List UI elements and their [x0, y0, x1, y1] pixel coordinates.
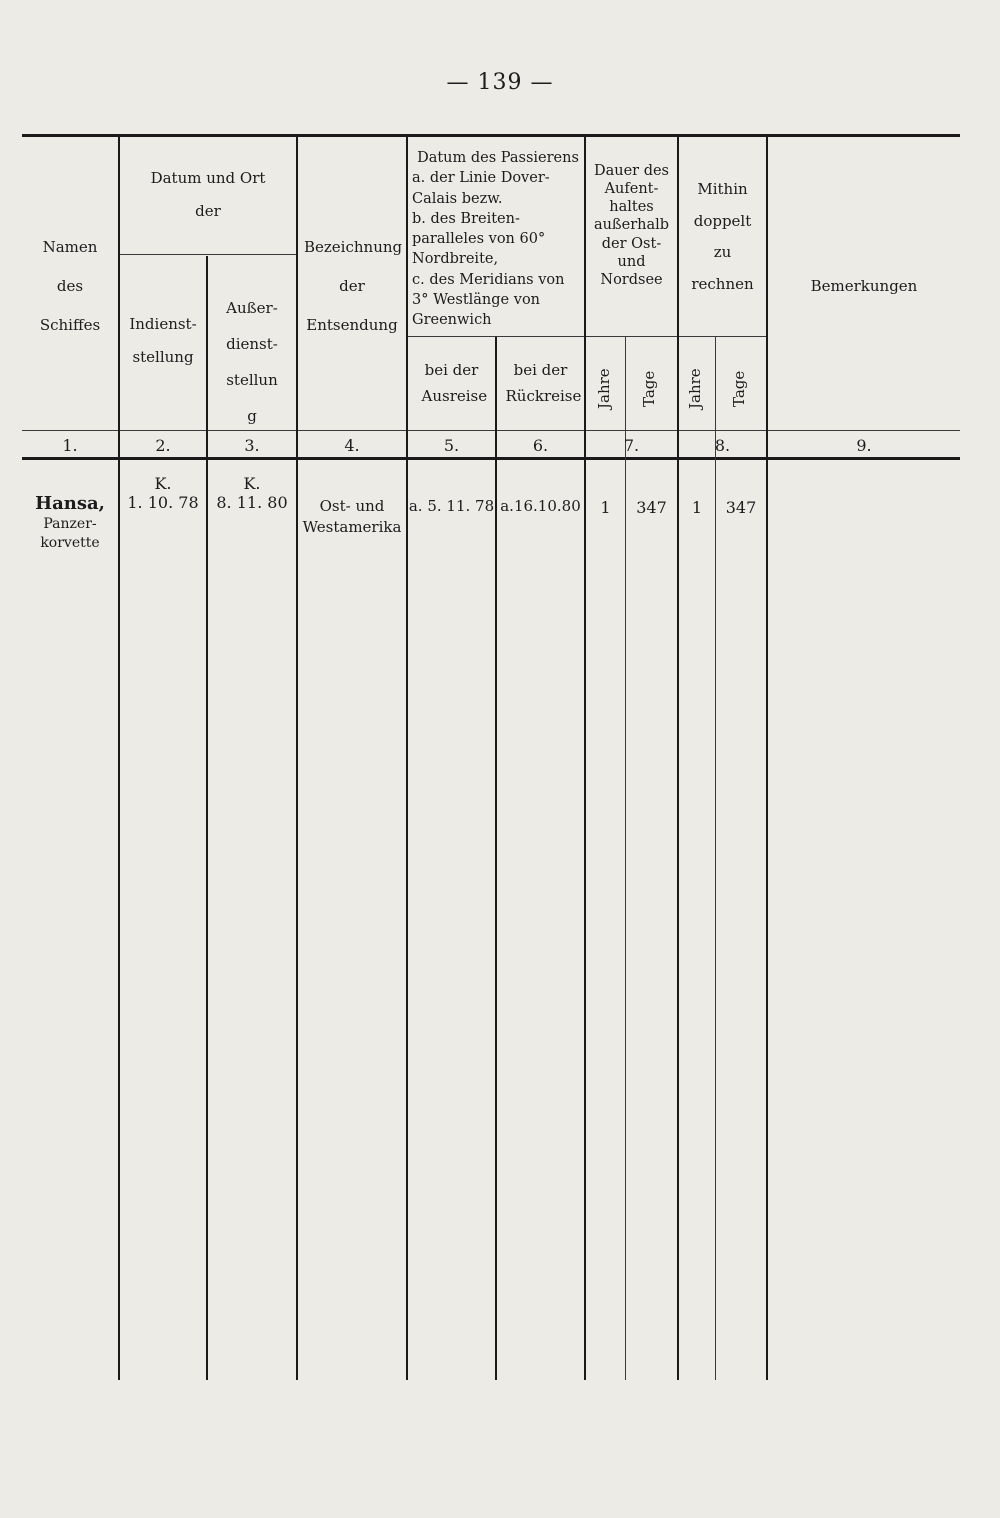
ship-name: Hansa,	[35, 493, 105, 514]
ausreise-cell: a. 5. 11. 78	[408, 497, 495, 515]
indienststellung-date: 1. 10. 78	[127, 493, 199, 513]
header-indienststellung: Indienst-stellung	[129, 315, 197, 366]
col-divider-5	[495, 337, 497, 1380]
column-number-4: 4.	[344, 436, 360, 455]
header-doppelt-jahre: Jahre	[686, 368, 704, 410]
numbers-bottom-rule	[22, 457, 960, 460]
col-divider-8a	[715, 337, 716, 1380]
ausserdienststellung-date: 8. 11. 80	[216, 493, 288, 513]
header-dauer-tage: Tage	[640, 370, 658, 408]
col-divider-4	[406, 137, 408, 1380]
header-datum-des-passierens	[412, 148, 584, 331]
dauer-jahre-cell: 1	[600, 498, 611, 517]
doppelt-tage-cell: 347	[725, 498, 757, 517]
col-divider-7	[677, 137, 679, 1380]
header-passieren-b: b. des Breiten-paralleles von 60° Nordbreite,	[412, 210, 546, 268]
header-subrule-passieren	[408, 336, 768, 337]
indienststellung-place: K.	[154, 474, 172, 493]
column-number-9: 9.	[856, 436, 872, 455]
doppelt-jahre-cell: 1	[691, 498, 703, 517]
col-divider-7a	[625, 337, 626, 1380]
header-bezeichnung-der-entsendung: Bezeichnung der Entsendung	[304, 238, 403, 334]
rueckreise-cell: a.16.10.80	[500, 497, 581, 515]
header-passieren-title: Datum des Passierens	[417, 150, 579, 166]
column-number-7: 7.	[623, 436, 640, 455]
column-number-1: 1.	[62, 436, 78, 455]
col-divider-8	[766, 137, 768, 1380]
table-top-rule	[22, 134, 960, 137]
column-number-8: 8.	[714, 436, 731, 455]
column-number-3: 3.	[244, 436, 260, 455]
header-datum-und-ort: Datum und Ort der	[150, 169, 266, 220]
header-bei-der-rueckreise: bei der Rückreise	[505, 361, 582, 405]
header-doppelt-tage: Tage	[730, 370, 748, 408]
column-number-6: 6.	[532, 436, 549, 455]
header-dauer-des-aufenthaltes: Dauer des Aufent-haltes außerhalb der Ost- und Nordsee	[593, 163, 670, 288]
ship-name-cell	[22, 492, 118, 552]
header-subrule-datum	[120, 254, 297, 255]
header-passieren-a: a. der Linie Dover-Calais bezw.	[412, 170, 550, 207]
indienststellung-cell	[120, 474, 206, 512]
ausserdienststellung-place: K.	[243, 474, 261, 493]
entsendung-cell	[298, 496, 406, 538]
header-ausserdienststellung: Außer-dienst-stellung	[226, 299, 278, 425]
page-number: — 139 —	[446, 70, 554, 95]
column-number-2: 2.	[155, 436, 171, 455]
header-passieren-c: c. des Meridians von 3° Westlänge von Greenwich	[412, 271, 565, 329]
header-bottom-rule	[22, 430, 960, 431]
header-dauer-jahre: Jahre	[595, 368, 613, 410]
ship-type: Panzer-korvette	[40, 516, 100, 551]
header-bemerkungen: Bemerkungen	[810, 277, 918, 295]
header-mithin-doppelt: Mithin doppelt zu rechnen	[691, 180, 754, 293]
header-namen-des-schiffes: Namen des Schiffes	[39, 238, 101, 334]
ausserdienststellung-cell	[208, 474, 296, 512]
dauer-tage-cell: 347	[636, 498, 667, 517]
entsendung-text: Ost- und Westamerika	[302, 497, 402, 536]
header-bei-der-ausreise: bei der Ausreise	[421, 361, 488, 405]
column-number-5: 5.	[443, 436, 460, 455]
col-divider-6	[584, 137, 586, 1380]
